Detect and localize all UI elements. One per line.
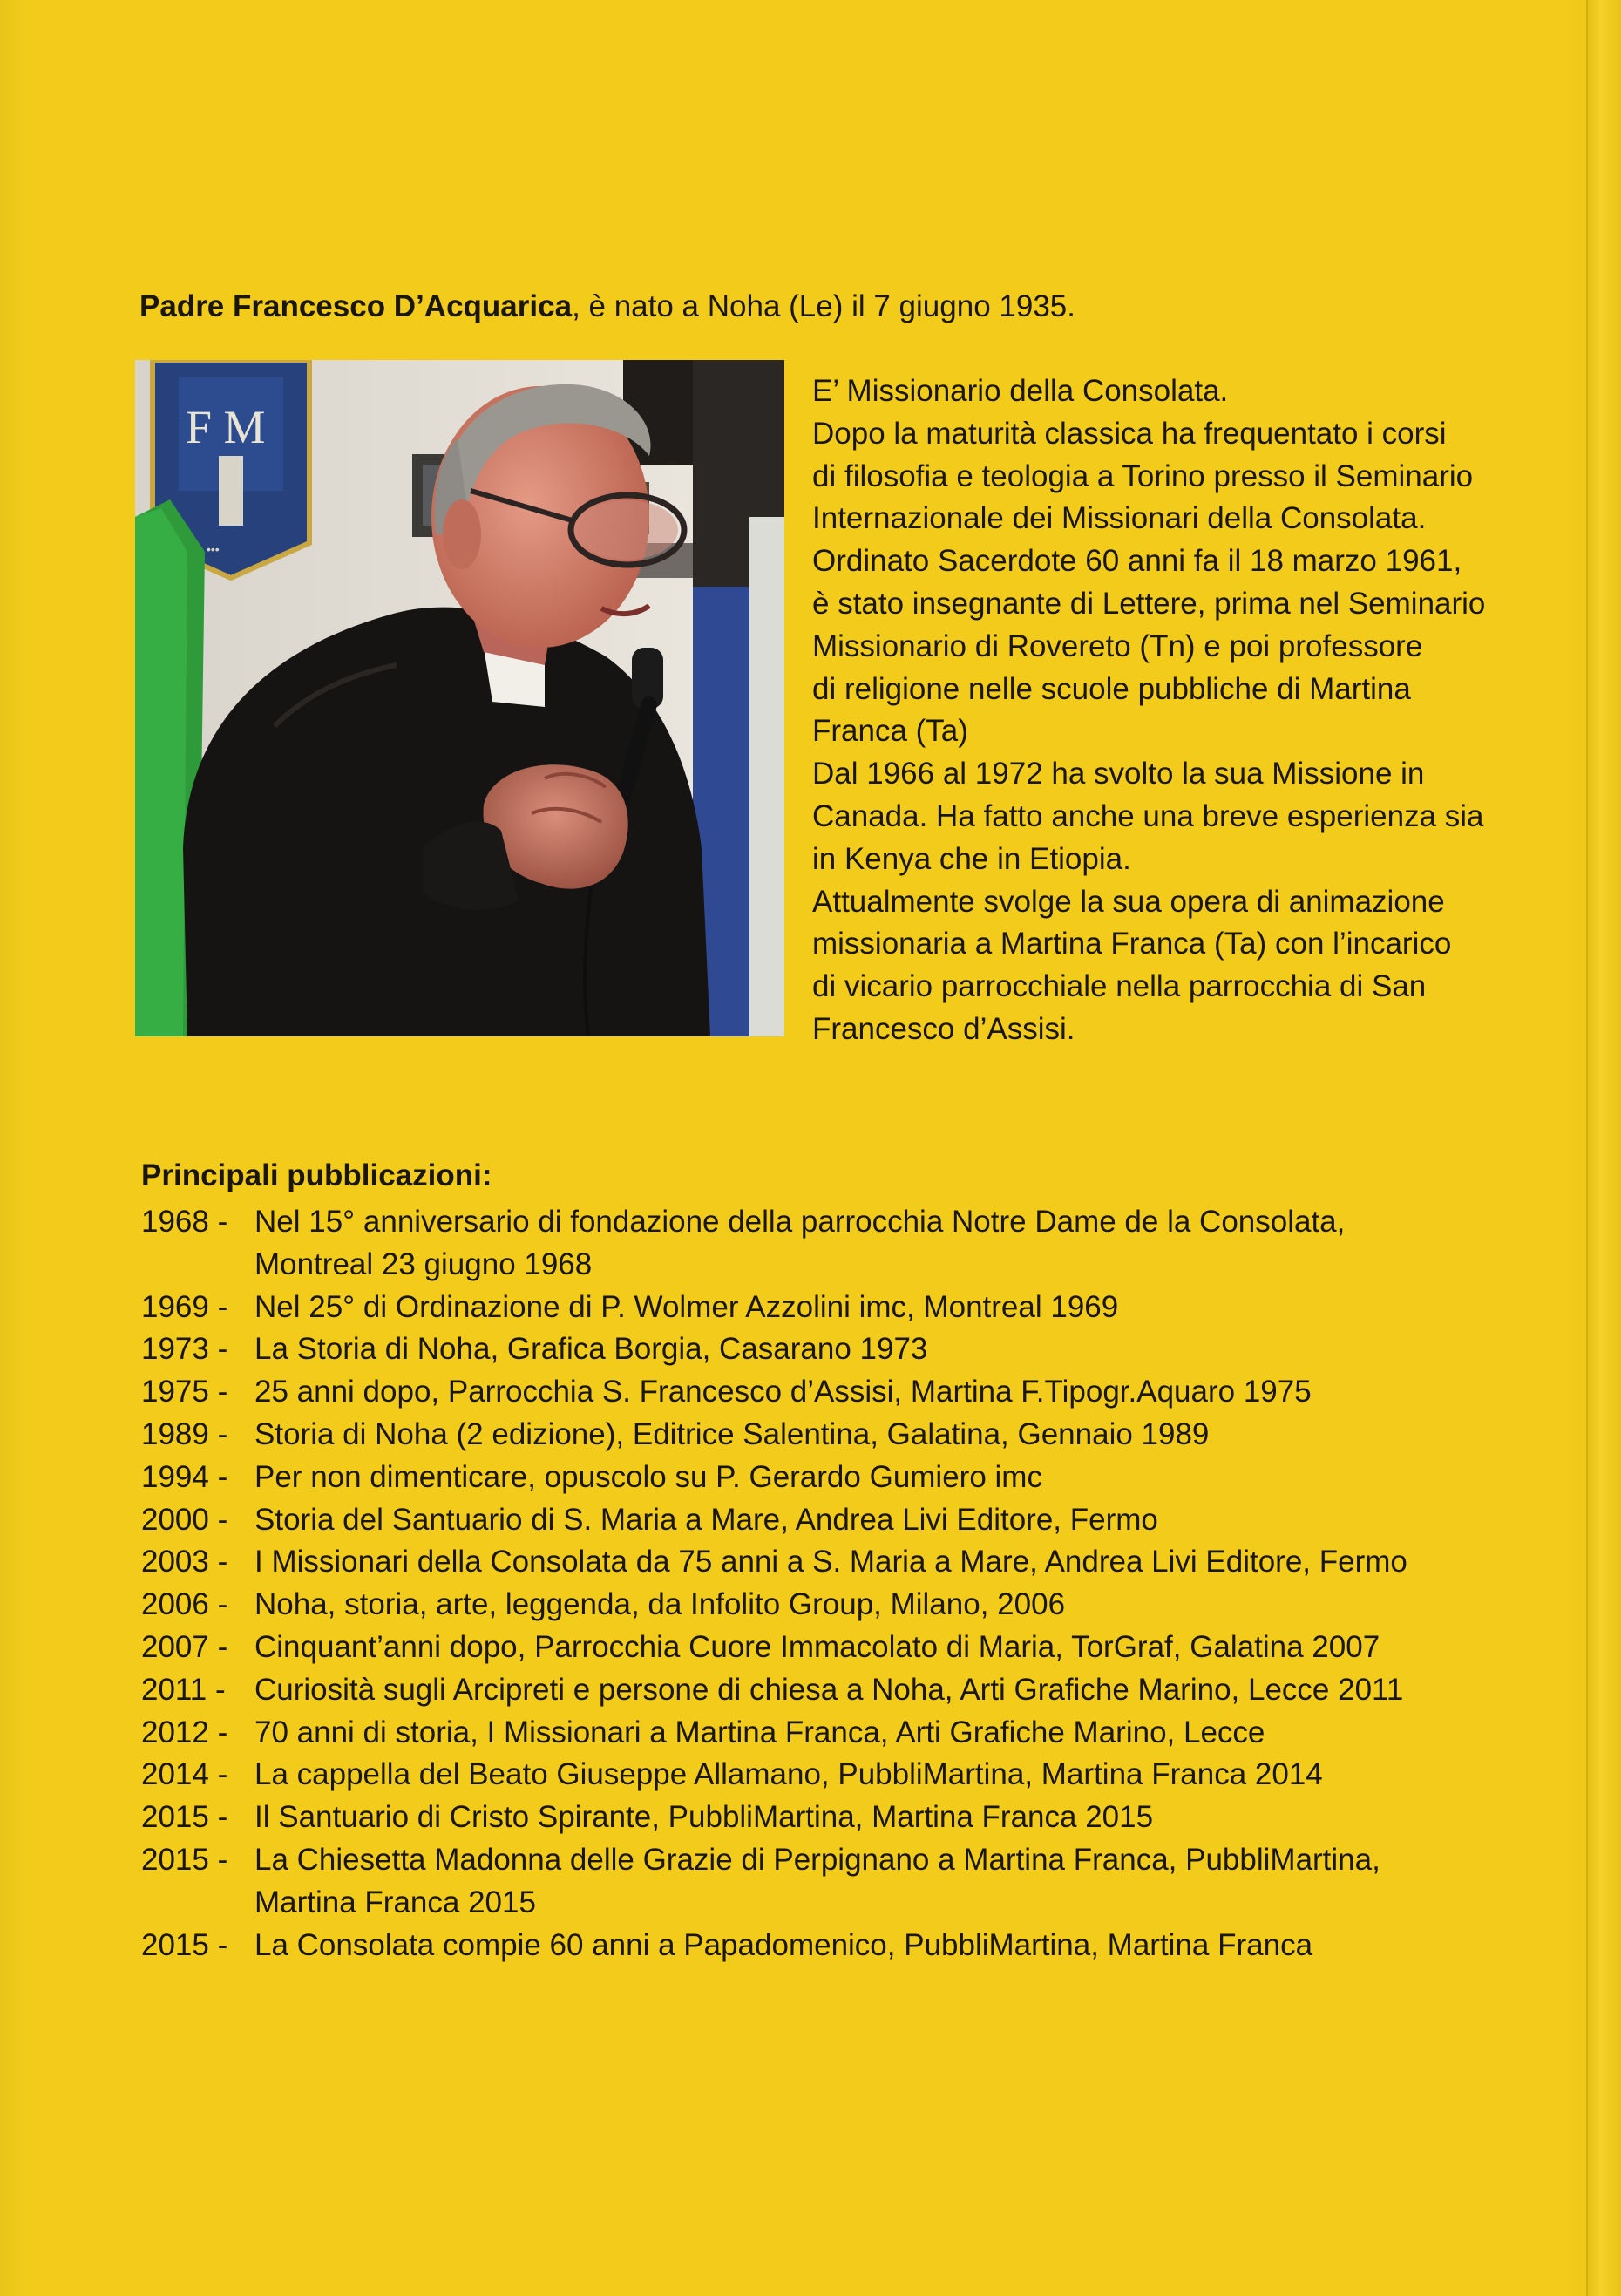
publication-item (141, 1584, 1536, 1627)
publication-text (254, 1669, 1536, 1712)
author-birth: , è nato a Noha (Le) il 7 giugno 1935. (572, 289, 1075, 323)
bio-line: Attualmente svolge la sua opera di animazione (812, 884, 1445, 919)
publication-text (254, 1287, 1536, 1329)
publication-year: 1968 - (141, 1205, 228, 1239)
publication-item (141, 1328, 1536, 1371)
publication-item (141, 1457, 1536, 1499)
publication-year: 1994 - (141, 1459, 228, 1494)
bio-text (812, 370, 1579, 1051)
publication-year: 2015 - (141, 1927, 228, 1962)
svg-text:•••: ••• (207, 542, 220, 556)
publication-text (254, 1627, 1536, 1669)
publication-text (254, 1925, 1536, 1967)
publication-line: Nel 15° anniversario di fondazione della parrocchia Notre Dame de la Consolata, (254, 1205, 1346, 1239)
publication-year: 1989 - (141, 1416, 228, 1451)
bio-line: di vicario parrocchiale nella parrocchia di San (812, 969, 1427, 1004)
publication-item (141, 1925, 1536, 1967)
publication-text (254, 1457, 1536, 1499)
publication-line: Curiosità sugli Arcipreti e persone di chiesa a Noha, Arti Grafiche Marino, Lecce 2011 (254, 1672, 1404, 1707)
publication-year: 2011 - (141, 1672, 226, 1707)
publication-line: Storia del Santuario di S. Maria a Mare, Andrea Livi Editore, Fermo (254, 1502, 1158, 1537)
publication-line: La Storia di Noha, Grafica Borgia, Casarano 1973 (254, 1332, 928, 1367)
publication-text (254, 1371, 1536, 1414)
bio-line: Canada. Ha fatto anche una breve esperienza sia (812, 798, 1484, 833)
publication-item (141, 1541, 1536, 1584)
publication-line: 25 anni dopo, Parrocchia S. Francesco d’Assisi, Martina F.Tipogr.Aquaro 1975 (254, 1375, 1312, 1410)
publications-list (141, 1201, 1536, 1967)
publication-line: Martina Franca 2015 (254, 1885, 536, 1919)
author-photo (135, 360, 784, 1036)
bio-line: Ordinato Sacerdote 60 anni fa il 18 marzo 1961, (812, 544, 1462, 579)
priest-photo-icon (135, 360, 784, 1036)
publication-year: 2015 - (141, 1800, 228, 1835)
publication-text (254, 1754, 1536, 1797)
publication-year: 2006 - (141, 1587, 228, 1622)
publication-text (254, 1201, 1536, 1287)
bio-line: di filosofia e teologia a Torino presso il Seminario (812, 459, 1474, 493)
publication-item (141, 1839, 1536, 1925)
cover-spine-edge (1586, 0, 1621, 2296)
publication-item (141, 1627, 1536, 1669)
publication-item (141, 1414, 1536, 1457)
author-intro (139, 288, 1075, 326)
author-name: Padre Francesco D’Acquarica (139, 289, 573, 323)
publication-year: 2012 - (141, 1715, 228, 1749)
banner-letters: F M (186, 401, 266, 453)
bio-line: Franca (Ta) (812, 714, 968, 749)
bio-line: Dopo la maturità classica ha frequentato i corsi (812, 416, 1447, 451)
publication-text (254, 1328, 1536, 1371)
bio-line: in Kenya che in Etiopia. (812, 841, 1131, 876)
publication-year: 2000 - (141, 1502, 228, 1537)
bio-line: Internazionale dei Missionari della Consolata. (812, 501, 1427, 536)
publication-line: La Consolata compie 60 anni a Papadomenico, PubbliMartina, Martina Franca (254, 1927, 1313, 1962)
publication-item (141, 1287, 1536, 1329)
publication-text (254, 1541, 1536, 1584)
publication-item (141, 1712, 1536, 1755)
publication-item (141, 1371, 1536, 1414)
publication-text (254, 1839, 1536, 1925)
bio-line: Dal 1966 al 1972 ha svolto la sua Missione in (812, 757, 1425, 791)
publication-year: 2007 - (141, 1629, 228, 1664)
publication-line: La Chiesetta Madonna delle Grazie di Perpignano a Martina Franca, PubbliMartina, (254, 1842, 1380, 1877)
publication-year: 2015 - (141, 1842, 228, 1877)
publication-line: Il Santuario di Cristo Spirante, PubbliMartina, Martina Franca 2015 (254, 1800, 1154, 1835)
publication-line: Nel 25° di Ordinazione di P. Wolmer Azzolini imc, Montreal 1969 (254, 1289, 1119, 1324)
publication-year: 1969 - (141, 1289, 228, 1324)
publication-year: 1975 - (141, 1375, 228, 1410)
publication-year: 1973 - (141, 1332, 228, 1367)
publication-text (254, 1584, 1536, 1627)
publication-text (254, 1414, 1536, 1457)
publication-line: Per non dimenticare, opuscolo su P. Gerardo Gumiero imc (254, 1459, 1042, 1494)
publication-line: I Missionari della Consolata da 75 anni a S. Maria a Mare, Andrea Livi Editore, Fermo (254, 1545, 1407, 1579)
bio-line: missionaria a Martina Franca (Ta) con l’incarico (812, 927, 1452, 961)
publication-item (141, 1201, 1536, 1287)
publication-item (141, 1669, 1536, 1712)
publication-line: Montreal 23 giugno 1968 (254, 1246, 593, 1281)
publication-item (141, 1797, 1536, 1839)
bio-line: è stato insegnante di Lettere, prima nel Seminario (812, 586, 1486, 621)
bio-line: E’ Missionario della Consolata. (812, 374, 1229, 408)
bio-line: Missionario di Rovereto (Tn) e poi professore (812, 628, 1423, 663)
publication-line: Noha, storia, arte, leggenda, da Infolito Group, Milano, 2006 (254, 1587, 1066, 1622)
publication-item (141, 1499, 1536, 1542)
bio-line: di religione nelle scuole pubbliche di Martina (812, 671, 1411, 706)
publication-text (254, 1712, 1536, 1755)
publication-text (254, 1499, 1536, 1542)
publications-title: Principali pubblicazioni: (141, 1158, 492, 1192)
publication-line: Storia di Noha (2 edizione), Editrice Salentina, Galatina, Gennaio 1989 (254, 1416, 1210, 1451)
publication-text (254, 1797, 1536, 1839)
publication-year: 2003 - (141, 1545, 228, 1579)
bio-line: Francesco d’Assisi. (812, 1011, 1075, 1046)
publication-line: La cappella del Beato Giuseppe Allamano, PubbliMartina, Martina Franca 2014 (254, 1757, 1323, 1792)
publication-line: 70 anni di storia, I Missionari a Martina Franca, Arti Grafiche Marino, Lecce (254, 1715, 1265, 1749)
publication-year: 2014 - (141, 1757, 228, 1792)
publication-line: Cinquant’anni dopo, Parrocchia Cuore Immacolato di Maria, TorGraf, Galatina 2007 (254, 1629, 1380, 1664)
publication-item (141, 1754, 1536, 1797)
